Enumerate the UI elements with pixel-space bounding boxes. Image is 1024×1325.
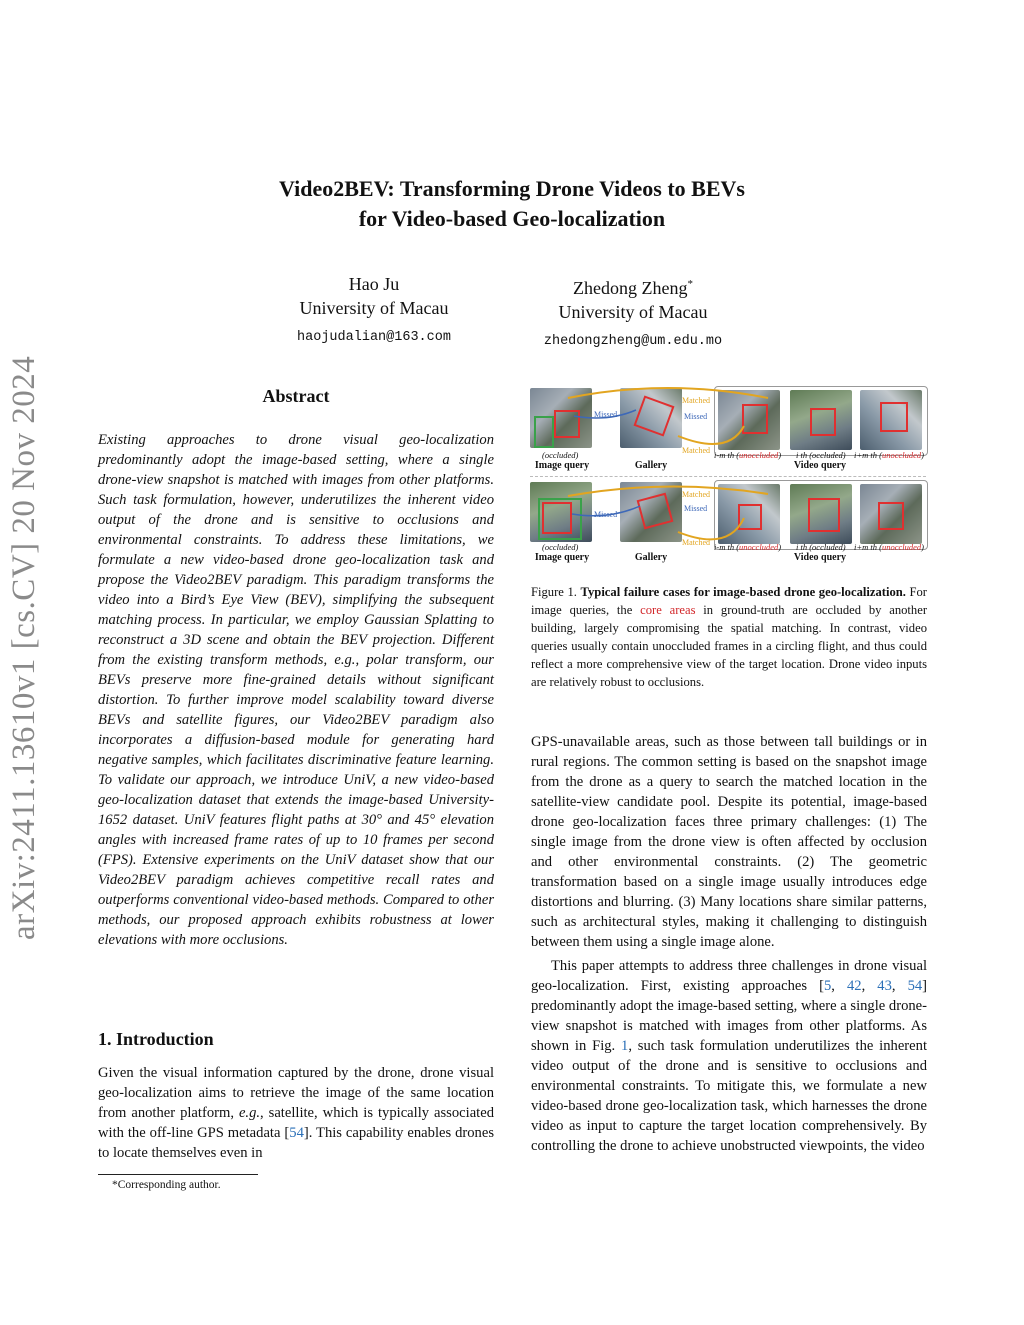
author-name: Hao Ju bbox=[348, 274, 400, 294]
caption-bold: Typical failure cases for image-based drone geo-localization. bbox=[580, 585, 906, 599]
citation-link[interactable]: 54 bbox=[289, 1125, 304, 1141]
footnote-rule bbox=[98, 1174, 258, 1175]
author-email[interactable]: zhedongzheng@um.edu.mo bbox=[543, 334, 723, 349]
abstract-body: Existing approaches to drone visual geo-localization predominantly adopt the image-based setting, where a single drone-view snapshot is matched with images from other platforms. Such task formulation, however, underutilizes the inherent video output of the drone and is sensitive to occlusions and environmental constraints. To address these limitations, we formulate a new video-based drone geo-localization task and propose the Video2BEV paradigm. This paradigm transforms the video into a Bird’s Eye View (BEV), simplifying the subsequent matching process. In particular, we employ Gaussian Splatting to reconstruct a 3D scene and obtain the BEV projection. Different from the existing transform methods, e.g., polar transform, our BEVs preserve more fine-grained details without significant distortion. To further improve model scalability toward diverse BEVs and satellite figures, our Video2BEV paradigm also incorporates a diffusion-based module for generating hard negative samples, which facilitates discriminative feature learning. To validate our approach, we introduce UniV, a new video-based geo-localization dataset that extends the image-based University-1652 dataset. UniV features flight paths at 30° and 45° elevation angles with increased frame rates of up to 10 frames per second (FPS). Extensive experiments on the UniV dataset show that our Video2BEV paradigm achieves competitive recall rates and outperforms conventional video-based methods. Compared to other methods, our proposed approach exhibits robustness at lower elevations with more occlusions. bbox=[98, 432, 494, 948]
frame-label: i+m th (unoccluded) bbox=[854, 450, 924, 460]
matched-tag: Matched bbox=[682, 538, 710, 547]
caption-text: in ground-truth are occluded by another building, largely compromising the spatial matching. In contrast, video queries usually contain unoccluded frames in a circling flight, and thus could reflect a more comprehensive view of the target location. Drone video inputs are relatively robust to occlusions. bbox=[531, 603, 928, 689]
right-column bbox=[531, 732, 927, 1156]
matched-tag: Matched bbox=[682, 446, 710, 455]
author-affiliation: University of Macau bbox=[299, 298, 449, 318]
match-arrows bbox=[528, 386, 928, 566]
missed-tag: Missed bbox=[594, 510, 618, 519]
citation-link[interactable]: 42 bbox=[846, 978, 862, 994]
paper-title-line1: Video2BEV: Transforming Drone Videos to BEVs bbox=[279, 176, 745, 201]
intro-text: ]. This capability enables drones to locate themselves even in bbox=[98, 1125, 495, 1161]
author-name-line bbox=[483, 272, 783, 300]
abstract-heading: Abstract bbox=[262, 386, 330, 406]
matched-tag: Matched bbox=[682, 396, 710, 405]
author-name: Zhedong Zheng bbox=[573, 278, 688, 298]
occluded-label: (occluded) bbox=[542, 542, 579, 552]
caption-text: For image queries, the bbox=[531, 585, 927, 617]
frame-label: i+m th (unoccluded) bbox=[854, 542, 924, 552]
caption-highlight: core areas bbox=[640, 603, 696, 617]
figure-1 bbox=[528, 386, 928, 566]
body-paragraph: GPS-unavailable areas, such as those between tall buildings or in rural regions. The common setting is based on the snapshot image from the drone as a query to search the matched location in the satellite-view candidate pool. Despite its potential, image-based drone geo-localization faces three primary challenges: (1) The single image from the drone view is often affected by occlusion and other environmental constraints. (2) The geometric transformation based on a single image usually introduces edge distortions and blurring. (3) Many locations share similar patterns, such as architectural styles, making it challenging to distinguish between them using a single image alone. bbox=[531, 734, 927, 950]
author-block-1 bbox=[224, 272, 524, 350]
author-block-2 bbox=[483, 272, 783, 354]
intro-paragraph bbox=[98, 1063, 494, 1163]
citation-link[interactable]: 5 bbox=[823, 978, 832, 994]
frame-label: i-m th (unoccluded) bbox=[714, 542, 782, 552]
frame-label: i th (occluded) bbox=[796, 542, 846, 552]
intro-text: , satellite, which is typically associated with the off-line GPS metadata [ bbox=[98, 1105, 495, 1141]
body-paragraph: This paper attempts to address three challenges in drone visual geo-localization. First, existing approaches [5, 42, 43, 54] predominantly adopt the image-based setting, where a single drone-view snapshot is matched with images from other platforms. As shown in Fig. 1, such task formulation underutilizes the inherent video output of the drone and is sensitive to occlusions and environmental constraints. To mitigate this, we formulate a new video-based drone geo-localization task, which harnesses the drone video as input to capture the target location comprehensively. By controlling the drone to achieve unobstructed viewpoints, the video bbox=[531, 958, 928, 1154]
frame-label: i th (occluded) bbox=[796, 450, 846, 460]
author-affiliation: University of Macau bbox=[558, 302, 708, 322]
missed-tag: Missed bbox=[684, 504, 708, 513]
frame-label: i-m th (unoccluded) bbox=[714, 450, 782, 460]
citation-link[interactable]: 43 bbox=[877, 978, 892, 994]
video-query-label: Video query bbox=[793, 552, 847, 563]
occluded-label: (occluded) bbox=[542, 450, 579, 460]
caption-label: Figure 1. bbox=[531, 585, 577, 599]
matched-tag: Matched bbox=[682, 490, 710, 499]
figure-caption bbox=[531, 583, 927, 691]
author-mark: * bbox=[687, 278, 693, 290]
image-query-label: Image query bbox=[534, 460, 590, 471]
image-query-label: Image query bbox=[534, 552, 590, 563]
intro-eg: e.g. bbox=[238, 1105, 261, 1121]
gallery-label: Gallery bbox=[634, 552, 668, 563]
paper-title-line2: for Video-based Geo-localization bbox=[358, 206, 666, 231]
missed-tag: Missed bbox=[684, 412, 708, 421]
author-email[interactable]: haojudalian@163.com bbox=[297, 330, 451, 345]
arxiv-stamp: arXiv:2411.13610v1 [cs.CV] 20 Nov 2024 bbox=[6, 355, 42, 940]
intro-text: Given the visual information captured by the drone, drone visual geo-localization aims to retrieve the image of the same location from another platform, bbox=[98, 1065, 494, 1121]
gallery-label: Gallery bbox=[634, 460, 668, 471]
missed-tag: Missed bbox=[594, 410, 618, 419]
citation-link[interactable]: 54 bbox=[907, 978, 923, 994]
video-query-label: Video query bbox=[793, 460, 847, 471]
figure-ref-link[interactable]: 1 bbox=[621, 1038, 629, 1054]
footnote: *Corresponding author. bbox=[112, 1179, 221, 1191]
section-heading-introduction: 1. Introduction bbox=[98, 1029, 214, 1049]
